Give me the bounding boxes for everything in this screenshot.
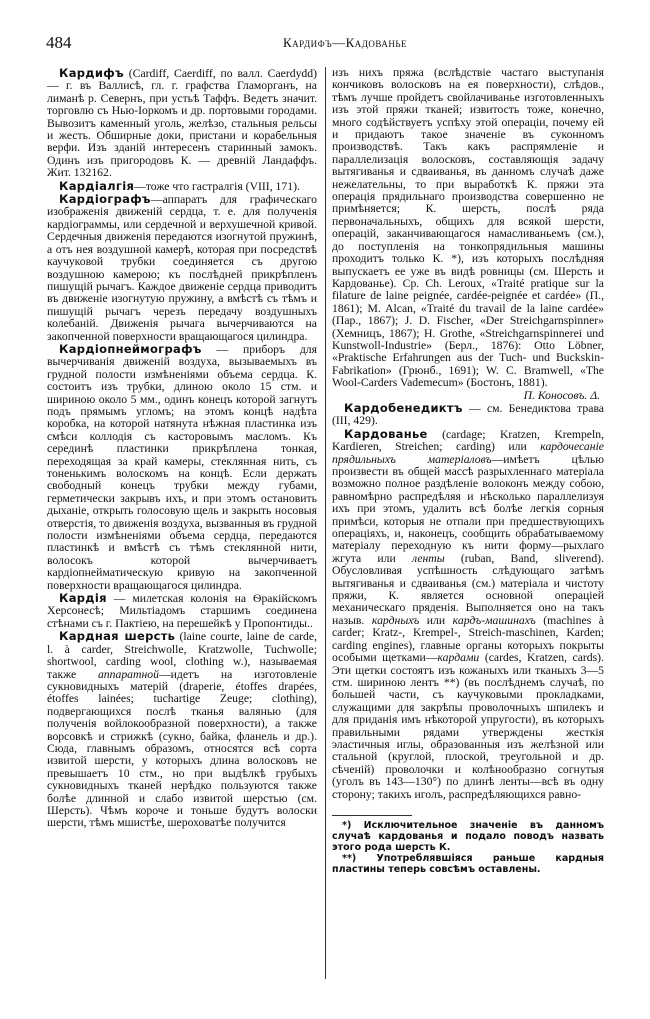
entry-text: — см. Бенедиктова трава (III, 429). [332, 401, 604, 428]
right-column [332, 67, 604, 875]
entry-italic: кардочесаніе прядильныхъ матеріаловъ [332, 440, 604, 466]
entry-cardiff [47, 67, 317, 180]
entry-headword: Кардіопнеймографъ [59, 341, 202, 356]
entry-carding-wool [47, 630, 317, 830]
entry-text: —идетъ на изготовленіе сукновидныхъ матерій (draperie, étoffes drapées, étoffes lainées; tuchartige Zeuge; clothing), подвергающихся послѣ тканья валянью (для полученія войлокообразной поверхности), а также ворсовкѣ и стрижкѣ (сукно, байка, фланель и др.). Сюда, главнымъ образомъ, относятся всѣ сорта извитой шерсти, у которыхъ длина волосковъ не превышаетъ 10 стм., но при выдѣлкѣ грубыхъ сукновидныхъ тканей нерѣдко пользуются также болѣе длинной и слабо извитой шерстью (см. Шерсть). Чѣмъ короче и тоньше будутъ волоски шерсти, тѣмъ мшистѣе, шероховатѣе получится [47, 667, 317, 830]
entry-cardia [47, 592, 317, 630]
entry-headword: Кардованье [344, 426, 428, 441]
entry-text: (cardage; Kratzen, Krempeln, Kardieren, Streichen; carding) или [332, 427, 604, 454]
entry-text: — милетская колонія на Ѳракійскомъ Херсонесѣ; Мильтіадомъ старшимъ соединена стѣнами съ г. Пактіею, на перешейкѣ у Пропонтиды.. [47, 592, 317, 630]
continued-text: изъ нихъ пряжа (вслѣдствіе частаго выступанія кончиковъ волосковъ на ея поверхности), слѣдов., тѣмъ лучше пройдетъ свойлачиванье изготовленныхъ изъ этой пряжи тканей; извитость тоже, конечно, много содѣйствуетъ успѣху этой операціи, почему ей и придаютъ такое значеніе въ суконномъ производствѣ. Такъ какъ распрямленіе и параллелизація волосковъ, составляющія задачу вытягиванья и сдваиванья, въ данномъ случаѣ даже нежелательны, то при выработкѣ К. пряжи эта операція прядильнаго производства совершенно не примѣняется; К. шерсть, послѣ ряда первоначальныхъ, общихъ для всякой шерсти, операцій, заканчивающагося намасливаньемъ (см.), до поступленія на тонкопрядильныя машины проходитъ только К. *), изъ которыхъ послѣдняя выпускаетъ ее уже въ видѣ ровницы (см. Шерсть и Кардованье). Ср. Ch. Leroux, «Traité pratique sur la filature de laine peignée, cardée-peignée et cardée» (П., 1861); M. Alcan, «Traité du travail de la laine cardée» (Пар., 1867); J. D. Fischer, «Der Streichgarnspinner» (Хемницъ, 1867); H. Grothe, «Streichgarnspinnerei und Kunstwoll-Industrie» (Берл., 1876): Otto Löbner, «Praktische Erfahrungen aus der Tuch- und Buckskin-Fabrikation» (Грюнб., 1691); W. C. Bramwell, «The Wool-Carders Vademecum» (Бостонъ, 1881). [332, 66, 604, 390]
entry-headword: Кардифъ [59, 66, 124, 80]
entry-text: (Cardiff, Caerdiff, по валл. Caerdydd) — г. въ Валлисѣ, гл. г. графства Гламорганъ, на лиманѣ р. Севернъ, при устьѣ Таффъ. Ведетъ значит. торговлю съ Нью-Іоркомъ и др. портовыми городами. Вывозитъ каменный уголь, желѣзо, стальныя рельсы и жесть. Обширные доки, пристани и корабельныя верфи. Изъ зданій интересенъ старинный замокъ. Одинъ изъ пригородовъ К. — древній Ландаффъ. Жит. 132162. [47, 67, 317, 180]
entry-text: (cardes, Kratzen, cards). Эти щетки состоятъ изъ кожаныхъ или тканыхъ 3—5 стм. шириною лентъ **) (въ послѣднемъ случаѣ, по большей части, съ каучуковыми прокладками, служащими для закрѣпы проволочныхъ шпилекъ и для приданія имъ нѣкоторой упругости), въ которыхъ правильными рядами утверждены жесткія эластичныя иглы, образованныя изъ желѣзной или стальной (круглой, плоской, треугольной и др. сѣченій) проволочки и колѣнообразно согнутыя (уголъ въ 143—130°) по длинѣ ленты—всѣ въ одну сторону; такихъ иголъ, распредѣляющихся равно- [332, 651, 604, 801]
entry-headword: Кардія [59, 591, 107, 606]
entry-text: — приборъ для вычерчиванія движеній воздуха, вызываемыхъ въ грудной полости измѣненіями объема сердца. К. состоитъ изъ трубки, длиною около 15 стм. и шириною около 5 мм., одинъ конецъ которой загнутъ подъ прямымъ угломъ; на этомъ концѣ надѣта коробка, на которой натянута нѣжная пластинка изъ смѣси коллодія съ касторовымъ масломъ. Къ серединѣ пластинки прикрѣплена тонкая, переходящая за край камеры, стеклянная нить, съ тоненькимъ волоскомъ на концѣ. Если держать свободный конецъ трубки между губами, герметически закрывъ ихъ, и при этомъ остановить дыханіе, открыть голосовую щель и закрыть носовыя отверстія, то движенія воздуха, вызванныя въ грудной полости измѣненіями объема сердца, передаются пластинкѣ и вмѣстѣ съ тѣмъ стеклянной нити, волосокъ которой вычерчиваетъ кардіопнеймaтическую кривую на закопченной поверхности вращающагося цилиндра. [47, 342, 317, 592]
entry-cardiopneumograph [47, 343, 317, 592]
footnote: **) Употреблявшіяся раньше кардныя пластины теперь совсѣмъ оставлены. [332, 852, 604, 875]
entry-text: (laine courte, laine de carde, l. à carder, Streichwolle, Kratzwolle, Tuchwolle; shortwool, carding wool, clothing w.), называемая также [47, 630, 317, 681]
entry-text: —аппаратъ для графическаго изображенія движеній сердца, т. е. для полученія кардіограммы, или сердечной и верхушечной кривой. Сердечныя движенія передаются изогнутой пружинѣ, а отъ нея воздушной камерѣ, которая при посредствѣ каучуковой трубки соединяется съ другою воздушною камерою; къ послѣдней прикрѣпленъ пишущій рычагъ. Каждое движеніе сердца приводитъ въ движеніе изогнутую пружину, а вмѣстѣ съ тѣмъ и пишущій рычагъ черезъ передачу воздушныхъ колебаній. Движенія рычага вычерчиваются на закопченной поверхности вращающагося цилиндра. [47, 193, 317, 343]
entry-italic: кардъ-машинахъ [452, 613, 536, 627]
footnote: *) Исключительное значеніе въ данномъ случаѣ кардованья и подало поводъ назвать этого рода шерсть К. [332, 819, 604, 853]
footnote-rule [332, 815, 412, 816]
entry-text: (ruban, Band, sliverend). Обусловливая успѣшность слѣдующаго затѣмъ вытягиванья и сдваиванья (см.) матеріала и чистоту пряжи, К. является основной операціей механическаго пряденія. Выполняется оно на такъ назыв. [332, 551, 604, 627]
running-head: Кардифъ—Кадованье [282, 35, 407, 50]
entry-italic: кардныхъ [371, 613, 420, 627]
entry-carding [332, 428, 604, 801]
entry-italic: аппаратной [97, 667, 159, 681]
entry-headword: Кардіалгія [59, 178, 135, 193]
entry-cardiograph [47, 193, 317, 343]
entry-headword: Кардіографъ [59, 192, 151, 207]
entry-italic: кардами [437, 651, 480, 665]
left-column [47, 67, 317, 830]
entry-italic: ленты [411, 551, 445, 565]
column-divider [325, 67, 326, 979]
page-number: 484 [46, 33, 72, 52]
entry-cardialgia [47, 180, 317, 193]
entry-text: (machines à carder; Kratz-, Krempel-, Streich-maschinen, Karden; carding engines), главные органы которыхъ покрыты особыми щетками— [332, 613, 604, 665]
entry-text: или [419, 613, 453, 627]
entry-text: —тоже что гастралгія (VIII, 171). [134, 179, 300, 193]
entry-text: —имѣетъ цѣлью произвести въ общей массѣ разрыхленнаго матеріала возможно полное раздѣленіе волоконъ между собою, равномѣрно распредѣляя и нѣсколько параллелизуя ихъ при этомъ, удалить всѣ болѣе легкія сорныя примѣси, которыя не отпали при предшествующихъ операціяхъ, и, наконецъ, сообщить обрабатываемому матеріалу переходную къ нити форму—рыхлаго жгута или [332, 452, 604, 565]
entry-headword: Кардобенедиктъ [344, 400, 463, 415]
author-signature: П. Коносовъ. Δ. [523, 388, 600, 402]
entry-cardobenedict [332, 402, 604, 428]
entry-headword: Кардная шерсть [59, 629, 176, 644]
